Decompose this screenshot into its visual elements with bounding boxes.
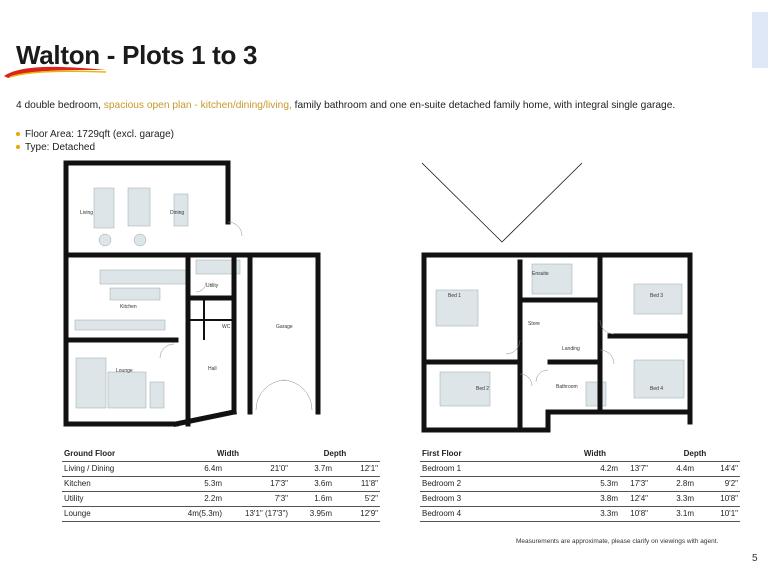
- depth-m: 3.7m: [290, 461, 334, 476]
- room-name: Kitchen: [62, 476, 166, 491]
- room-label-wc: WC: [222, 324, 231, 330]
- width-ft: 7'3": [224, 491, 290, 506]
- room-label-store: Store: [528, 321, 540, 327]
- first-floor-plan: [422, 163, 690, 430]
- table-row: [420, 476, 740, 491]
- room-label-hall: Hall: [208, 366, 217, 372]
- page-title: Walton - Plots 1 to 3: [16, 40, 258, 70]
- depth-ft: 12'9": [334, 506, 380, 521]
- ensuite-fixtures-icon: [532, 264, 572, 294]
- depth-ft: 10'8": [696, 491, 740, 506]
- depth-m: 3.3m: [650, 491, 696, 506]
- depth-ft: 10'1": [696, 506, 740, 521]
- width-ft: 21'0": [224, 461, 290, 476]
- bath-icon: [586, 382, 606, 406]
- depth-m: 1.6m: [290, 491, 334, 506]
- room-label-bed-3: Bed 3: [650, 293, 664, 299]
- table-header-row: [420, 446, 740, 461]
- room-label-lounge: Lounge: [116, 368, 133, 374]
- depth-m: 3.6m: [290, 476, 334, 491]
- width-ft: 12'4": [620, 491, 650, 506]
- depth-m: 3.1m: [650, 506, 696, 521]
- kitchen-worktop-icon: [100, 270, 190, 284]
- intro-part-1: 4 double bedroom,: [16, 100, 104, 111]
- rug-icon: [108, 372, 146, 408]
- width-ft: 13'1" (17'3"): [224, 506, 290, 521]
- width-m: 5.3m: [166, 476, 224, 491]
- depth-m: 4.4m: [650, 461, 696, 476]
- ground-floor-plan: [66, 163, 318, 424]
- sofa-icon: [76, 358, 106, 408]
- depth-m: 3.95m: [290, 506, 334, 521]
- room-label-utility: Utility: [206, 283, 219, 289]
- room-label-kitchen: Kitchen: [120, 304, 137, 310]
- table-row: [62, 506, 380, 521]
- room-name: Bedroom 4: [420, 506, 540, 521]
- depth-ft: 11'8": [334, 476, 380, 491]
- fact-text: Floor Area: 1729qft (excl. garage): [25, 129, 174, 140]
- width-m: 3.8m: [540, 491, 620, 506]
- armchair-icon: [150, 382, 164, 408]
- table-row: [62, 461, 380, 476]
- kitchen-island-icon: [110, 288, 160, 300]
- room-name: Bedroom 1: [420, 461, 540, 476]
- ground-floor-table: [62, 446, 380, 522]
- armchair-icon: [134, 234, 146, 246]
- width-m: 3.3m: [540, 506, 620, 521]
- table-header-row: [62, 446, 380, 461]
- width-ft: 17'3": [224, 476, 290, 491]
- armchair-icon: [99, 234, 111, 246]
- col-header-depth: Depth: [290, 446, 380, 461]
- sofa-icon: [94, 188, 114, 228]
- room-name: Bedroom 2: [420, 476, 540, 491]
- room-label-landing: Landing: [562, 346, 580, 352]
- page-number: 5: [752, 553, 758, 564]
- bed-icon: [634, 360, 684, 398]
- room-label-bed-1: Bed 1: [448, 293, 462, 299]
- table-row: [62, 491, 380, 506]
- col-header-width: Width: [166, 446, 290, 461]
- room-label-bathroom: Bathroom: [556, 384, 578, 390]
- table-row: [420, 461, 740, 476]
- intro-highlight: spacious open plan - kitchen/dining/living,: [103, 100, 292, 111]
- kitchen-units-icon: [75, 320, 165, 330]
- room-label-ensuite: Ensuite: [532, 271, 549, 277]
- fact-text: Type: Detached: [25, 142, 96, 153]
- room-label-dining: Dining: [170, 210, 185, 216]
- bed-icon: [634, 284, 682, 314]
- width-m: 4.2m: [540, 461, 620, 476]
- col-header-depth: Depth: [650, 446, 740, 461]
- width-ft: 13'7": [620, 461, 650, 476]
- rug-icon: [128, 188, 150, 226]
- width-ft: 17'3": [620, 476, 650, 491]
- depth-m: 2.8m: [650, 476, 696, 491]
- col-header-width: Width: [540, 446, 650, 461]
- room-name: Utility: [62, 491, 166, 506]
- width-m: 6.4m: [166, 461, 224, 476]
- room-name: Lounge: [62, 506, 166, 521]
- depth-ft: 12'1": [334, 461, 380, 476]
- width-m: 2.2m: [166, 491, 224, 506]
- room-name: Bedroom 3: [420, 491, 540, 506]
- room-label-garage: Garage: [276, 324, 293, 330]
- col-header-room: First Floor: [420, 446, 540, 461]
- table-row: [62, 476, 380, 491]
- table-row: [420, 506, 740, 521]
- width-ft: 10'8": [620, 506, 650, 521]
- disclaimer: Measurements are approximate, please clarify on viewings with agent.: [516, 538, 719, 545]
- table-row: [420, 491, 740, 506]
- width-m: 4m(5.3m): [166, 506, 224, 521]
- first-floor-table: [420, 446, 740, 522]
- room-label-bed-2: Bed 2: [476, 386, 490, 392]
- intro-part-2: family bathroom and one en-suite detached family home, with integral single garage.: [291, 100, 676, 111]
- width-m: 5.3m: [540, 476, 620, 491]
- room-label-living: Living: [80, 210, 94, 216]
- depth-ft: 14'4": [696, 461, 740, 476]
- room-name: Living / Dining: [62, 461, 166, 476]
- col-header-room: Ground Floor: [62, 446, 166, 461]
- depth-ft: 9'2": [696, 476, 740, 491]
- room-label-bed-4: Bed 4: [650, 386, 664, 392]
- depth-ft: 5'2": [334, 491, 380, 506]
